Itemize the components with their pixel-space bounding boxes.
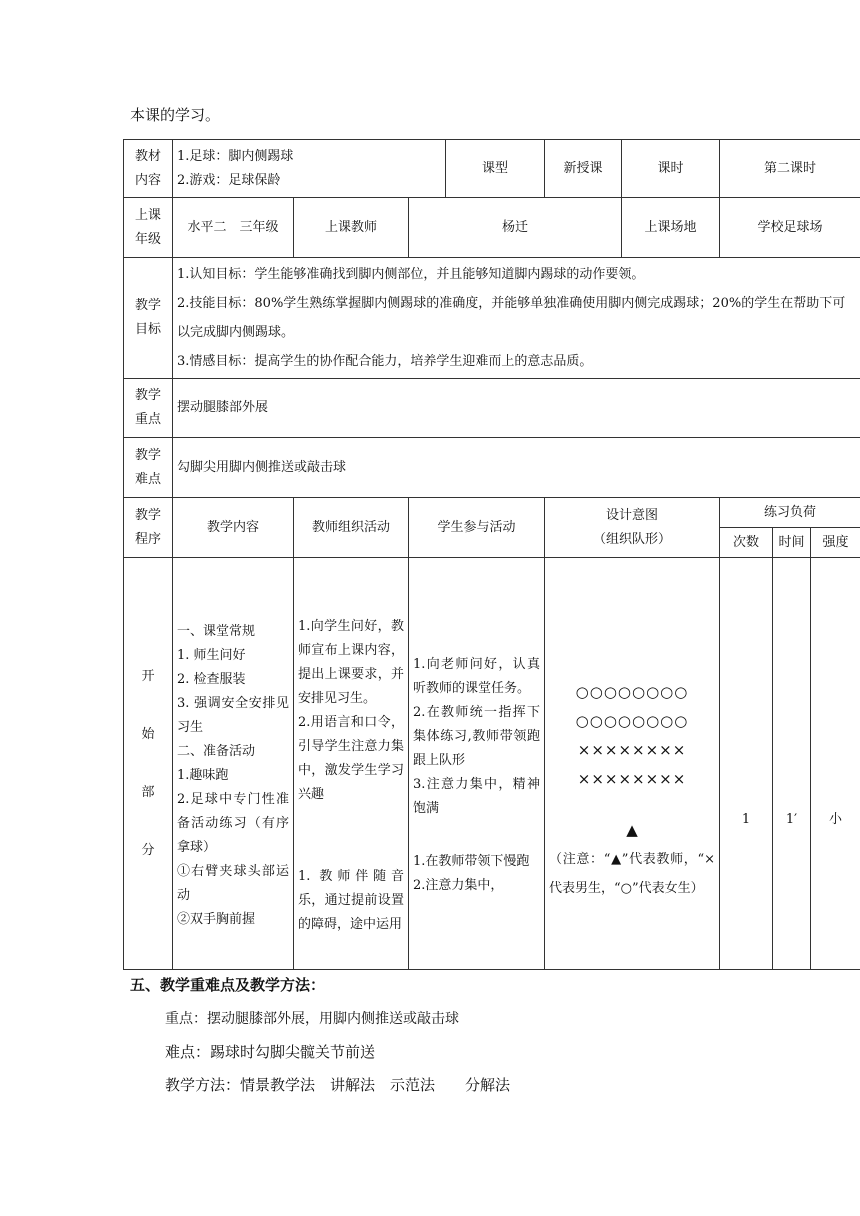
material-item-1: 1.足球：脚内侧踢球 [177, 148, 294, 164]
lesson-type-label: 课型 [446, 140, 545, 198]
difficulty-label: 教学 难点 [124, 438, 173, 498]
stage-char-1: 开 [141, 668, 155, 684]
intensity-header: 强度 [811, 528, 860, 558]
teacher-name: 杨迁 [409, 198, 622, 258]
student-activity-4: 1.在教师带领下慢跑 [413, 854, 530, 869]
section-five-key-point: 重点：摆动腿膝部外展，用脚内侧推送或敲击球 [165, 1011, 459, 1027]
teacher-activity-3: 1. 教师伴随音乐，通过提前设置的障碍，途中运用 [298, 868, 404, 932]
formation-row-boys-1: ×××××××× [577, 740, 687, 759]
content-line: 二、准备活动 [177, 743, 256, 759]
goal-cognitive: 1.认知目标：学生能够准确找到脚内侧部位，并且能够知道脚内踢球的动作要领。 [177, 267, 645, 282]
stage-char-3: 部 [141, 784, 155, 800]
student-activity-1: 1.向老师问好，认真听教师的课堂任务。 [413, 657, 541, 696]
section-five-title: 五、教学重难点及教学方法： [130, 976, 326, 994]
section-five-difficulty: 难点：踢球时勾脚尖髋关节前送 [165, 1043, 376, 1061]
content-line: 2.足球中专门性准备活动练习（有序拿球） [177, 791, 289, 855]
stage-char-4: 分 [141, 842, 155, 858]
goals-content [173, 258, 860, 379]
formation-row-girls-2: ○○○○○○○○ [575, 711, 689, 730]
difficulty-text: 勾脚尖用脚内侧推送或敲击球 [173, 438, 860, 498]
load-intensity: 小 [811, 558, 860, 970]
goal-emotion: 3.情感目标：提高学生的协作配合能力，培养学生迎难而上的意志品质。 [177, 354, 593, 369]
intro-line: 本课的学习。 [130, 106, 221, 124]
grade-label: 上课 年级 [124, 198, 173, 258]
venue-label: 上课场地 [622, 198, 720, 258]
period-label: 课时 [622, 140, 720, 198]
goals-label: 教学 目标 [124, 258, 173, 379]
stage-char-2: 始 [141, 726, 155, 742]
material-item-2: 2.游戏：足球保龄 [177, 172, 281, 188]
grade-value: 水平二 三年级 [173, 198, 294, 258]
load-count: 1 [720, 558, 773, 970]
student-activity-5: 2.注意力集中， [413, 878, 504, 893]
content-line: 1.趣味跑 [177, 767, 229, 783]
teacher-marker-icon: ▲ [626, 820, 638, 839]
section-five-methods: 教学方法：情景教学法 讲解法 示范法 分解法 [165, 1076, 511, 1094]
student-activity-3: 3.注意力集中，精神饱满 [413, 777, 541, 816]
formation-diagram [545, 558, 720, 970]
content-line: 1. 师生问好 [177, 647, 246, 663]
teacher-activity-header: 教师组织活动 [294, 498, 409, 558]
venue-value: 学校足球场 [720, 198, 860, 258]
content-header: 教学内容 [173, 498, 294, 558]
teaching-content-cell [173, 558, 294, 970]
key-point-text: 摆动腿膝部外展 [173, 379, 860, 438]
teacher-activity-2: 2.用语言和口令，引导学生注意力集中，激发学生学习兴趣 [298, 714, 404, 802]
goal-skill: 2.技能目标：80%学生熟练掌握脚内侧踢球的准确度，并能够单独准确使用脚内侧完成踢球；20%的学生在帮助下可以完成脚内侧踢球。 [177, 296, 846, 340]
student-activity-header: 学生参与活动 [409, 498, 545, 558]
teacher-activity-cell [294, 558, 409, 970]
lesson-plan-table [123, 139, 860, 970]
formation-legend-note: （注意：“▲”代表教师，“×代表男生，“○”代表女生） [549, 851, 716, 896]
content-line: 3. 强调安全安排见习生 [177, 695, 289, 735]
count-header: 次数 [720, 528, 773, 558]
load-header: 练习负荷 [720, 498, 860, 528]
formation-row-girls-1: ○○○○○○○○ [575, 682, 689, 701]
key-point-label: 教学 重点 [124, 379, 173, 438]
material-label [124, 140, 173, 198]
load-time: 1′ [773, 558, 811, 970]
material-content [173, 140, 446, 198]
program-header: 教学 程序 [124, 498, 173, 558]
period-value: 第二课时 [720, 140, 860, 198]
lesson-type-value: 新授课 [545, 140, 622, 198]
student-activity-cell [409, 558, 545, 970]
formation-row-boys-2: ×××××××× [577, 769, 687, 788]
content-line: 2. 检查服装 [177, 671, 246, 687]
student-activity-2: 2.在教师统一指挥下集体练习,教师带领跑跟上队形 [413, 705, 541, 768]
material-label-text: 教材 内容 [134, 148, 161, 188]
content-line: ①右臂夹球头部运动 [177, 863, 289, 903]
teacher-activity-1: 1.向学生问好，教师宣布上课内容，提出上课要求，并安排见习生。 [298, 618, 404, 706]
content-line: 一、课堂常规 [177, 623, 256, 639]
teacher-label: 上课教师 [294, 198, 409, 258]
content-line: ②双手胸前握 [177, 911, 256, 927]
time-header: 时间 [773, 528, 811, 558]
design-header: 设计意图 （组织队形） [545, 498, 720, 558]
stage-label [124, 558, 173, 970]
